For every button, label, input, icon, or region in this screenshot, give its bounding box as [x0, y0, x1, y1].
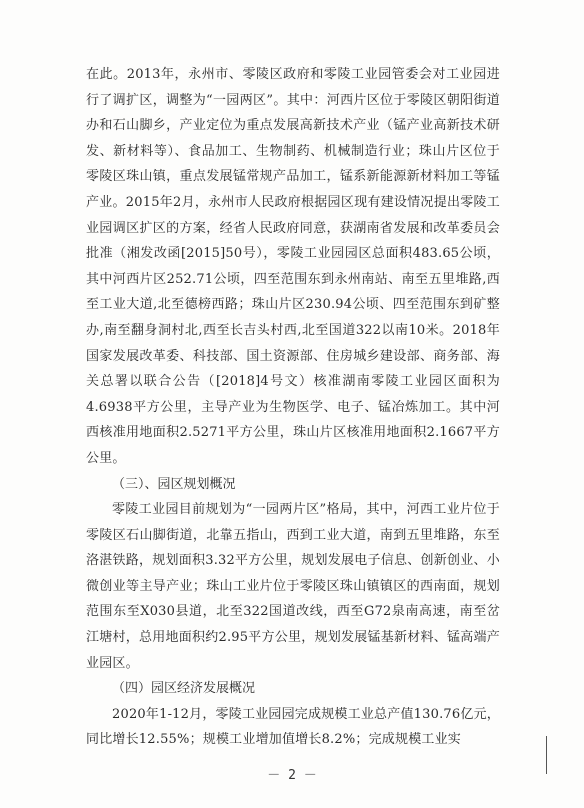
page-number: － 2 －: [267, 768, 317, 783]
scan-edge-mark: [546, 736, 547, 774]
document-body: [86, 62, 500, 753]
paragraph-planning-overview: 零陵工业园目前规划为“一园两片区”格局，其中，河西工业片位于零陵区石山脚街道，北靠五指山，西到工业大道，南到五里堆路，东至洛湛铁路，规划面积3.32平方公里，规划发展电子信息、创新创业、小微创业等主导产业；珠山工业片位于零陵区珠山镇镇区的西南面，规划范围东至X030县道，北至322国道改线，西至G72泉南高速，南至岔江塘村，总用地面积约2.95平方公里，规划发展锰基新材料、锰高端产业园区。: [86, 502, 500, 671]
section-heading-economy: （四）园区经济发展概况: [112, 681, 256, 697]
paragraph-economy-overview: 2020年1-12月，零陵工业园园完成规模工业总产值130.76亿元，同比增长12.55%；规模工业增加值增长8.2%；完成规模工业实: [86, 706, 500, 748]
paragraph-zone-adjustment: 在此。2013年，永州市、零陵区政府和零陵工业园管委会对工业园进行了调扩区，调整为“一园两区”。其中：河西片区位于零陵区朝阳街道办和石山脚乡，产业定位为重点发展高新技术产业（锰产业高新技术研发、新材料等）、食品加工、生物制药、机械制造行业；珠山片区位于零陵区珠山镇，重点发展锰常规产品加工，锰系新能源新材料加工等锰产业。2015年2月，永州市人民政府根据园区现有建设情况提出零陵工业园调区扩区的方案，经省人民政府同意，获湖南省发展和改革委员会批准（湘发改函[2015]50号），零陵工业园园区总面积483.65公顷，其中河西片区252.71公顷，四至范围东到永州南站、南至五里堆路,西至工业大道,北至德榜西路；珠山片区230.94公顷、四至范围东到矿整办,南至翻身洞村北,西至长吉头村西,北至国道322以南10米。2018年国家发展改革委、科技部、国土资源部、住房城乡建设部、商务部、海关总署以联合公告（[2018]4号文）核准湖南零陵工业园区面积为4.6938平方公里，主导产业为生物医学、电子、锰冶炼加工。其中河西核准用地面积2.5271平方公里，珠山片区核准用地面积2.1667平方公里。: [86, 67, 500, 466]
section-heading-planning: （三）、园区规划概况: [112, 476, 236, 492]
